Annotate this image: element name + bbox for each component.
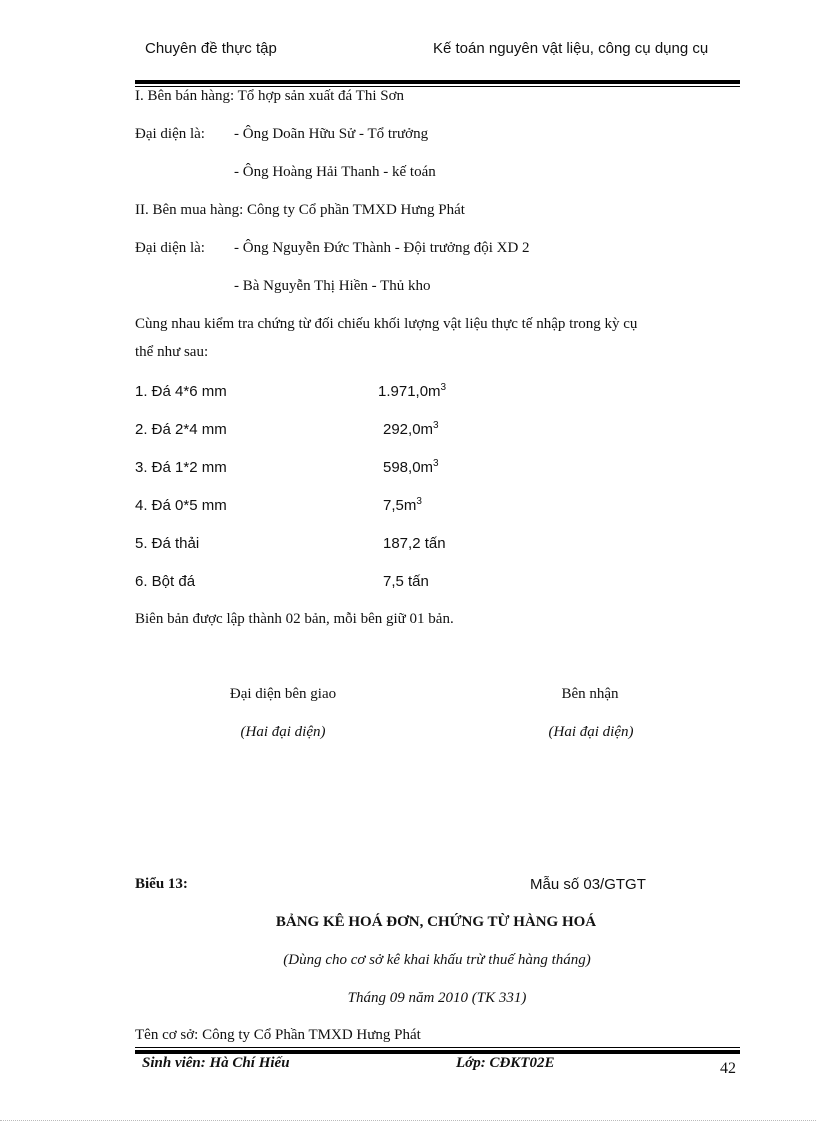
item-name-3: 3. Đá 1*2 mm: [135, 459, 227, 476]
footer-student: Sinh viên: Hà Chí Hiếu: [142, 1055, 290, 1071]
signature-right-title: Bên nhận: [561, 686, 619, 702]
footer-rule-thick: [135, 1050, 740, 1054]
header-right: Kế toán nguyên vật liệu, công cụ dụng cụ: [433, 40, 709, 57]
signature-right-note: (Hai đại diện): [548, 724, 634, 740]
footer-class: Lớp: CĐKT02E: [456, 1055, 555, 1071]
form-title: BẢNG KÊ HOÁ ĐƠN, CHỨNG TỪ HÀNG HOÁ: [275, 914, 597, 930]
intro-line-2: thể như sau:: [135, 344, 209, 360]
seller-rep-label: Đại diện là:: [135, 126, 205, 142]
item-name-2: 2. Đá 2*4 mm: [135, 421, 227, 438]
closing-line: Biên bản được lập thành 02 bản, mỗi bên giữ 01 bản.: [135, 611, 454, 627]
seller-rep-2: - Ông Hoàng Hải Thanh - kế toán: [234, 164, 436, 180]
item-name-1: 1. Đá 4*6 mm: [135, 383, 227, 400]
page-edge: [0, 1120, 816, 1121]
signature-left-note: (Hai đại diện): [240, 724, 326, 740]
item-name-5: 5. Đá thải: [135, 535, 200, 552]
item-qty-2: $292,0m^3$: [383, 420, 439, 438]
form-period: Tháng 09 năm 2010 (TK 331): [347, 990, 527, 1006]
item-qty-6: 7,5 tấn: [383, 573, 429, 590]
seller-line: I. Bên bán hàng: Tổ hợp sản xuất đá Thi Sơn: [135, 88, 405, 104]
buyer-rep-label: Đại diện là:: [135, 240, 205, 256]
item-qty-4: $7,5m^3$: [383, 496, 422, 514]
form-code: Mẫu số 03/GTGT: [530, 876, 646, 893]
buyer-rep-2: - Bà Nguyễn Thị Hiền - Thủ kho: [234, 278, 431, 294]
item-name-6: 6. Bột đá: [135, 573, 196, 590]
header-rule-thick: [135, 80, 740, 84]
seller-rep-1: - Ông Doãn Hữu Sử - Tổ trưởng: [234, 126, 429, 142]
form-entity: Tên cơ sở: Công ty Cổ Phần TMXD Hưng Phát: [135, 1027, 421, 1043]
item-qty-3: $598,0m^3$: [383, 458, 439, 476]
page-number: 42: [720, 1060, 736, 1077]
buyer-rep-1: - Ông Nguyễn Đức Thành - Đội trưởng đội XD 2: [234, 240, 530, 256]
item-qty-5: 187,2 tấn: [383, 535, 446, 552]
intro-line-1: Cùng nhau kiểm tra chứng từ đối chiếu khối lượng vật liệu thực tế nhập trong kỳ cụ: [135, 316, 638, 332]
buyer-line: II. Bên mua hàng: Công ty Cổ phần TMXD Hưng Phát: [135, 202, 465, 218]
form-subtitle: (Dùng cho cơ sở kê khai khấu trừ thuế hàng tháng): [283, 952, 591, 968]
form-label: Biểu 13:: [135, 876, 188, 892]
item-name-4: 4. Đá 0*5 mm: [135, 497, 227, 514]
footer-rule-thin: [135, 1047, 740, 1048]
item-qty-1: $1.971,0m^3$: [378, 382, 447, 400]
header-rule-thin: [135, 86, 740, 87]
signature-left-title: Đại diện bên giao: [229, 686, 337, 702]
header-left: Chuyên đề thực tập: [145, 40, 277, 57]
